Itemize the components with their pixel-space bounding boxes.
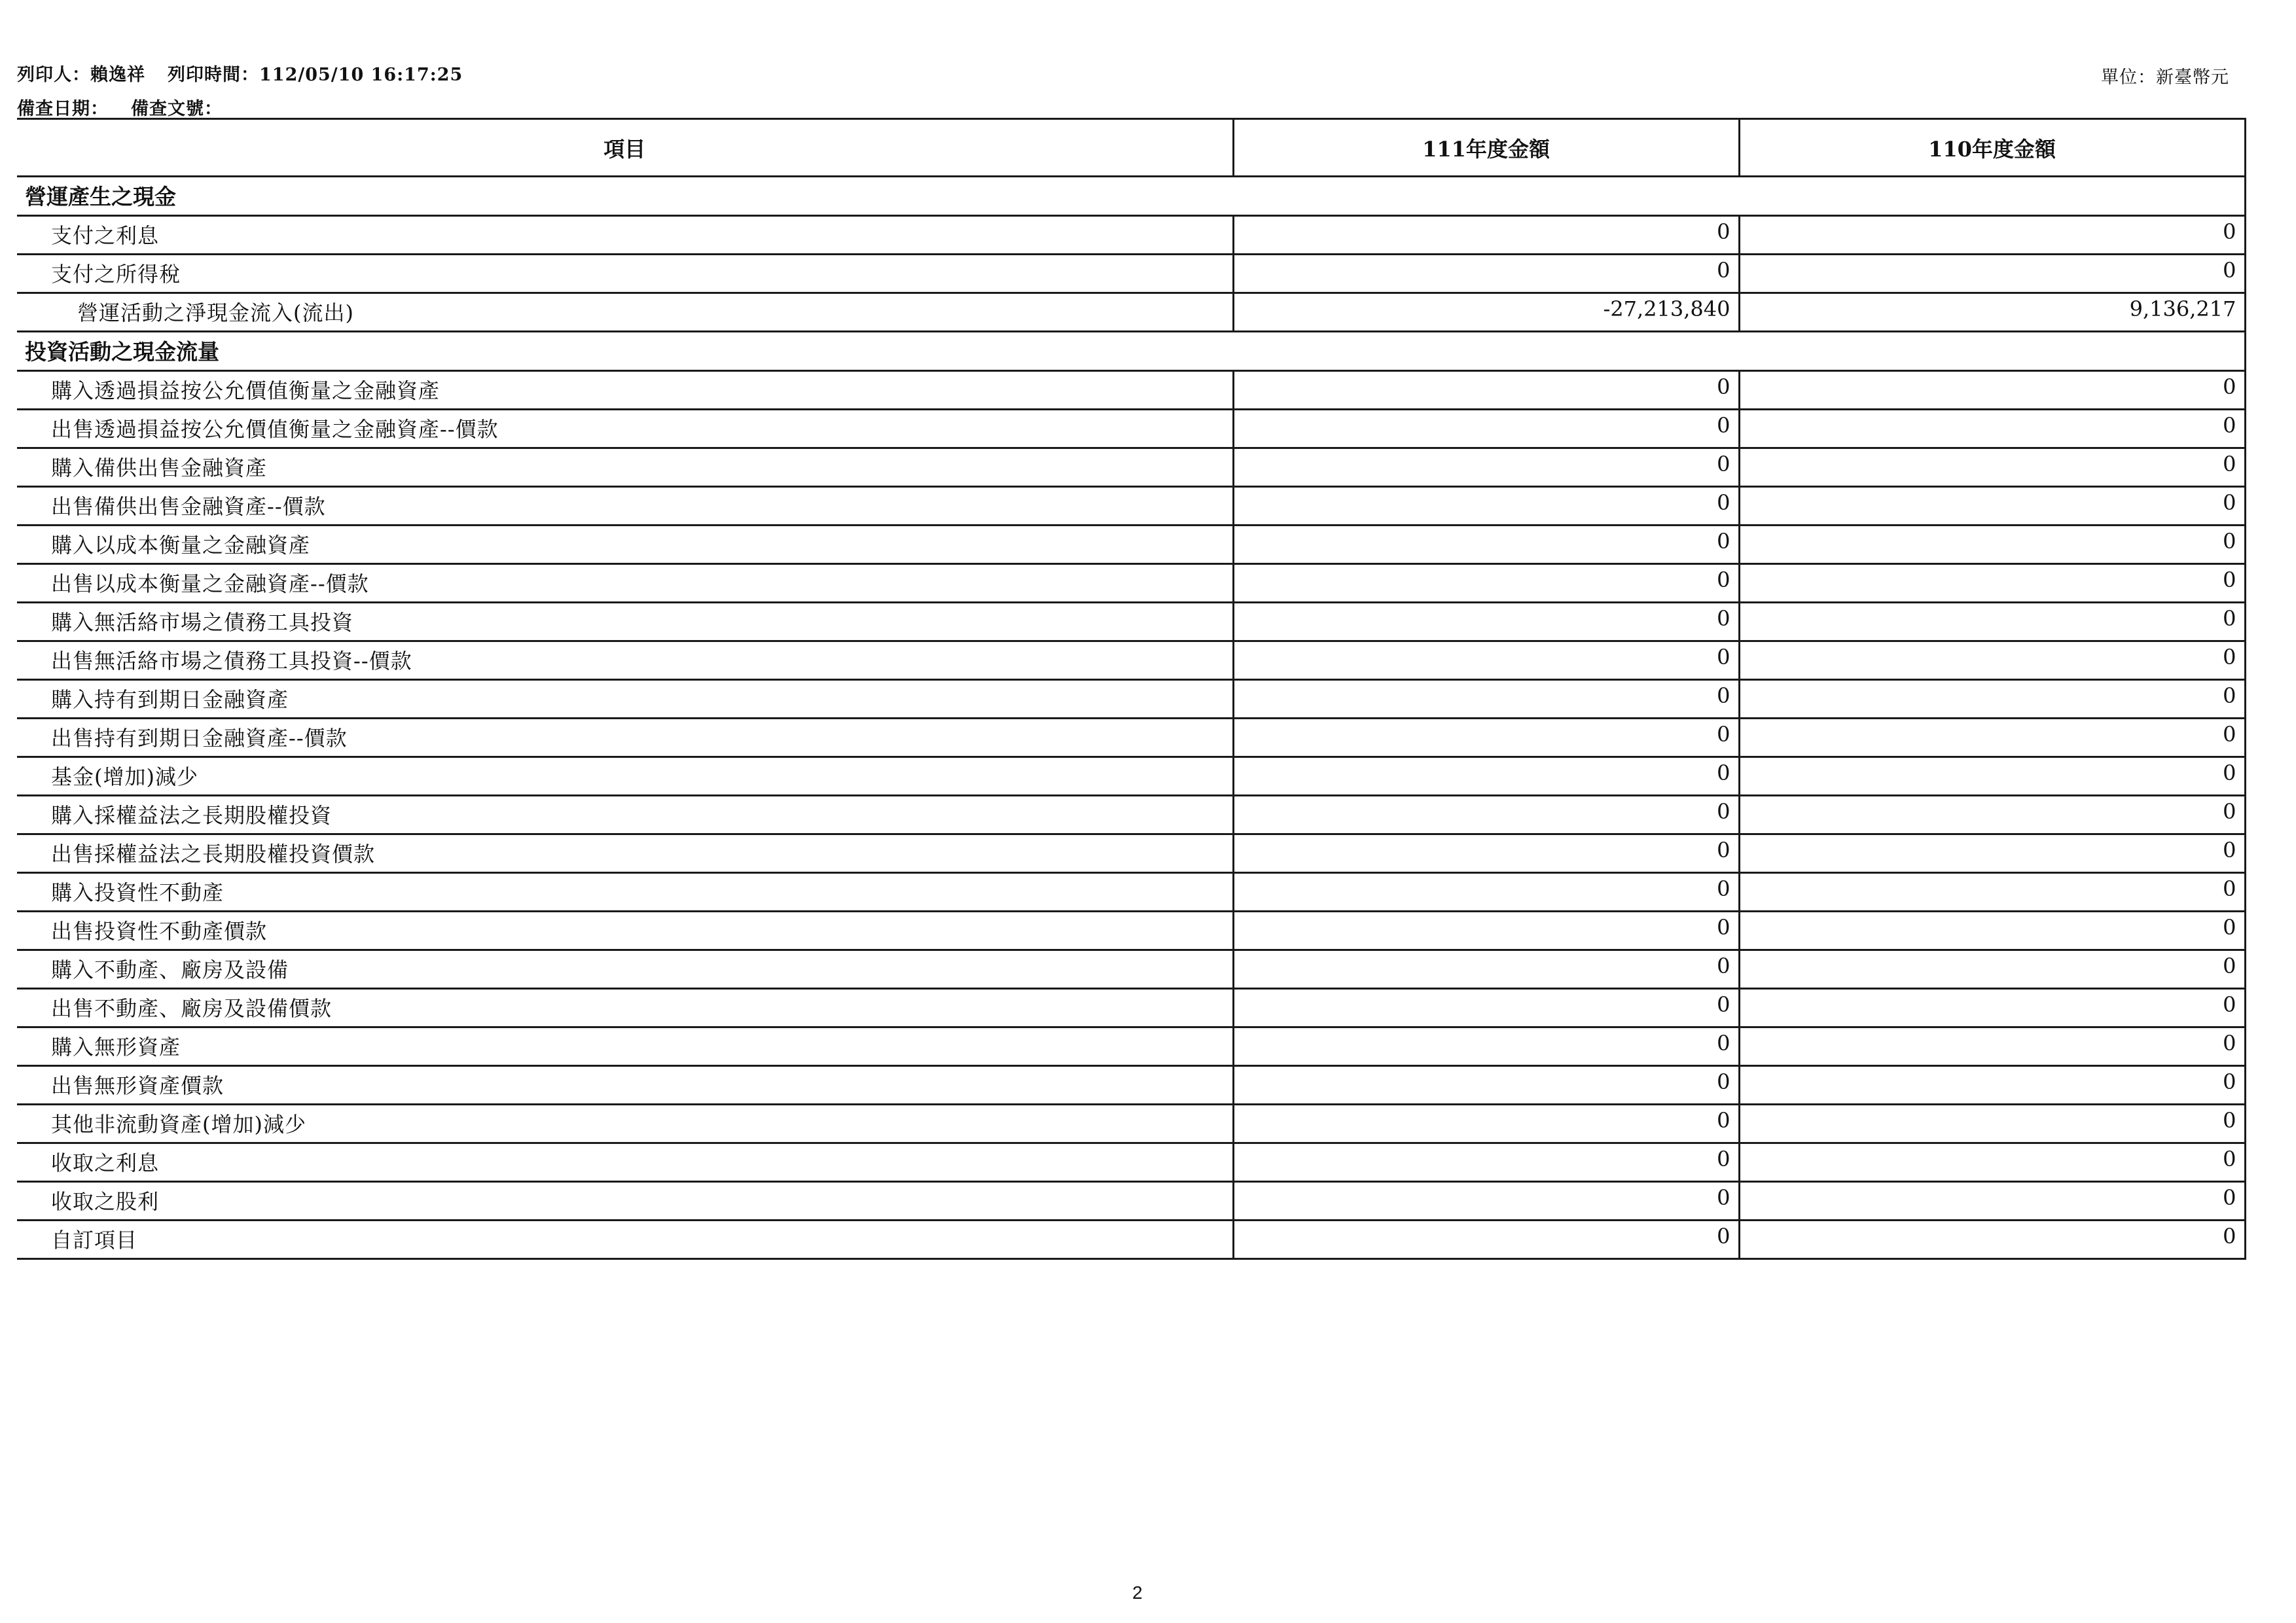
filing-date-label: 備查日期： <box>17 99 109 119</box>
amount-110: 0 <box>1739 757 2245 796</box>
table-row <box>17 293 2245 332</box>
row-label: 購入無活絡市場之債務工具投資 <box>17 603 1233 641</box>
row-label: 購入透過損益按公允價值衡量之金融資產 <box>17 371 1233 410</box>
table-row <box>17 371 2245 410</box>
amount-110: 0 <box>1739 989 2245 1027</box>
amount-111: 0 <box>1233 487 1739 526</box>
section-row <box>17 177 2245 216</box>
row-label: 出售透過損益按公允價值衡量之金融資產--價款 <box>17 410 1233 448</box>
row-label: 購入無形資產 <box>17 1027 1233 1066</box>
amount-111: 0 <box>1233 796 1739 834</box>
column-header-item: 項目 <box>17 119 1233 177</box>
amount-110: 0 <box>1739 448 2245 487</box>
amount-110: 0 <box>1739 1143 2245 1182</box>
row-label: 自訂項目 <box>17 1221 1233 1259</box>
printer-label: 列印人：賴逸祥 <box>17 65 145 85</box>
table-row <box>17 1066 2245 1105</box>
amount-111: 0 <box>1233 912 1739 950</box>
row-label: 出售持有到期日金融資產--價款 <box>17 719 1233 757</box>
amount-110: 0 <box>1739 1027 2245 1066</box>
amount-111: 0 <box>1233 834 1739 873</box>
table-row <box>17 603 2245 641</box>
amount-110: 0 <box>1739 796 2245 834</box>
section-title: 營運產生之現金 <box>17 177 2245 216</box>
table-row <box>17 1182 2245 1221</box>
amount-111: 0 <box>1233 255 1739 293</box>
table-row <box>17 834 2245 873</box>
section-row <box>17 332 2245 371</box>
row-label: 收取之股利 <box>17 1182 1233 1221</box>
amount-111: 0 <box>1233 371 1739 410</box>
row-label: 購入持有到期日金融資產 <box>17 680 1233 719</box>
amount-111: 0 <box>1233 564 1739 603</box>
amount-110: 0 <box>1739 410 2245 448</box>
table-body <box>17 177 2245 1259</box>
amount-111: -27,213,840 <box>1233 293 1739 332</box>
amount-111: 0 <box>1233 757 1739 796</box>
table-row <box>17 448 2245 487</box>
table-row <box>17 1027 2245 1066</box>
table-row <box>17 950 2245 989</box>
amount-111: 0 <box>1233 1182 1739 1221</box>
table-row <box>17 873 2245 912</box>
column-header-110: 110年度金額 <box>1739 119 2245 177</box>
row-label: 購入以成本衡量之金融資產 <box>17 526 1233 564</box>
table-row <box>17 719 2245 757</box>
amount-110: 0 <box>1739 564 2245 603</box>
row-label: 營運活動之淨現金流入(流出) <box>17 293 1233 332</box>
amount-110: 0 <box>1739 912 2245 950</box>
amount-110: 0 <box>1739 873 2245 912</box>
amount-111: 0 <box>1233 410 1739 448</box>
amount-110: 0 <box>1739 526 2245 564</box>
row-label: 出售以成本衡量之金融資產--價款 <box>17 564 1233 603</box>
row-label: 基金(增加)減少 <box>17 757 1233 796</box>
table-row <box>17 1143 2245 1182</box>
table-row <box>17 680 2245 719</box>
amount-111: 0 <box>1233 873 1739 912</box>
amount-111: 0 <box>1233 216 1739 255</box>
amount-110: 0 <box>1739 487 2245 526</box>
cash-flow-table <box>17 118 2246 1260</box>
filing-doc-label: 備查文號： <box>131 99 223 119</box>
amount-111: 0 <box>1233 603 1739 641</box>
row-label: 出售無形資產價款 <box>17 1066 1233 1105</box>
table-header-row <box>17 119 2245 177</box>
table-row <box>17 1221 2245 1259</box>
row-label: 購入採權益法之長期股權投資 <box>17 796 1233 834</box>
row-label: 出售採權益法之長期股權投資價款 <box>17 834 1233 873</box>
amount-110: 0 <box>1739 641 2245 680</box>
row-label: 支付之利息 <box>17 216 1233 255</box>
table-row <box>17 526 2245 564</box>
amount-111: 0 <box>1233 641 1739 680</box>
table-row <box>17 796 2245 834</box>
amount-111: 0 <box>1233 1027 1739 1066</box>
table-row <box>17 564 2245 603</box>
row-label: 收取之利息 <box>17 1143 1233 1182</box>
amount-110: 0 <box>1739 1105 2245 1143</box>
amount-110: 0 <box>1739 950 2245 989</box>
table-row <box>17 487 2245 526</box>
table-row <box>17 989 2245 1027</box>
currency-unit-label: 單位：新臺幣元 <box>2101 67 2229 88</box>
amount-111: 0 <box>1233 950 1739 989</box>
print-time-label: 列印時間：112/05/10 16:17:25 <box>168 65 463 85</box>
amount-110: 0 <box>1739 216 2245 255</box>
table-row <box>17 255 2245 293</box>
amount-110: 0 <box>1739 834 2245 873</box>
print-info-line <box>17 60 485 86</box>
table-row <box>17 912 2245 950</box>
page-number: 2 <box>1132 1582 1143 1603</box>
amount-111: 0 <box>1233 448 1739 487</box>
filing-info-line <box>17 94 245 120</box>
section-title: 投資活動之現金流量 <box>17 332 2245 371</box>
amount-111: 0 <box>1233 680 1739 719</box>
row-label: 購入備供出售金融資產 <box>17 448 1233 487</box>
row-label: 出售備供出售金融資產--價款 <box>17 487 1233 526</box>
amount-110: 0 <box>1739 255 2245 293</box>
row-label: 支付之所得稅 <box>17 255 1233 293</box>
amount-111: 0 <box>1233 719 1739 757</box>
amount-110: 9,136,217 <box>1739 293 2245 332</box>
table-row <box>17 757 2245 796</box>
column-header-111: 111年度金額 <box>1233 119 1739 177</box>
amount-110: 0 <box>1739 1182 2245 1221</box>
amount-110: 0 <box>1739 1221 2245 1259</box>
row-label: 出售無活絡市場之債務工具投資--價款 <box>17 641 1233 680</box>
amount-111: 0 <box>1233 989 1739 1027</box>
amount-111: 0 <box>1233 1143 1739 1182</box>
amount-111: 0 <box>1233 1105 1739 1143</box>
row-label: 購入投資性不動產 <box>17 873 1233 912</box>
amount-111: 0 <box>1233 526 1739 564</box>
table-row <box>17 410 2245 448</box>
amount-110: 0 <box>1739 719 2245 757</box>
table-row <box>17 641 2245 680</box>
row-label: 出售不動產、廠房及設備價款 <box>17 989 1233 1027</box>
amount-111: 0 <box>1233 1066 1739 1105</box>
amount-110: 0 <box>1739 680 2245 719</box>
row-label: 購入不動產、廠房及設備 <box>17 950 1233 989</box>
table-row <box>17 216 2245 255</box>
row-label: 其他非流動資產(增加)減少 <box>17 1105 1233 1143</box>
amount-110: 0 <box>1739 603 2245 641</box>
amount-110: 0 <box>1739 371 2245 410</box>
row-label: 出售投資性不動產價款 <box>17 912 1233 950</box>
amount-110: 0 <box>1739 1066 2245 1105</box>
table-row <box>17 1105 2245 1143</box>
amount-111: 0 <box>1233 1221 1739 1259</box>
